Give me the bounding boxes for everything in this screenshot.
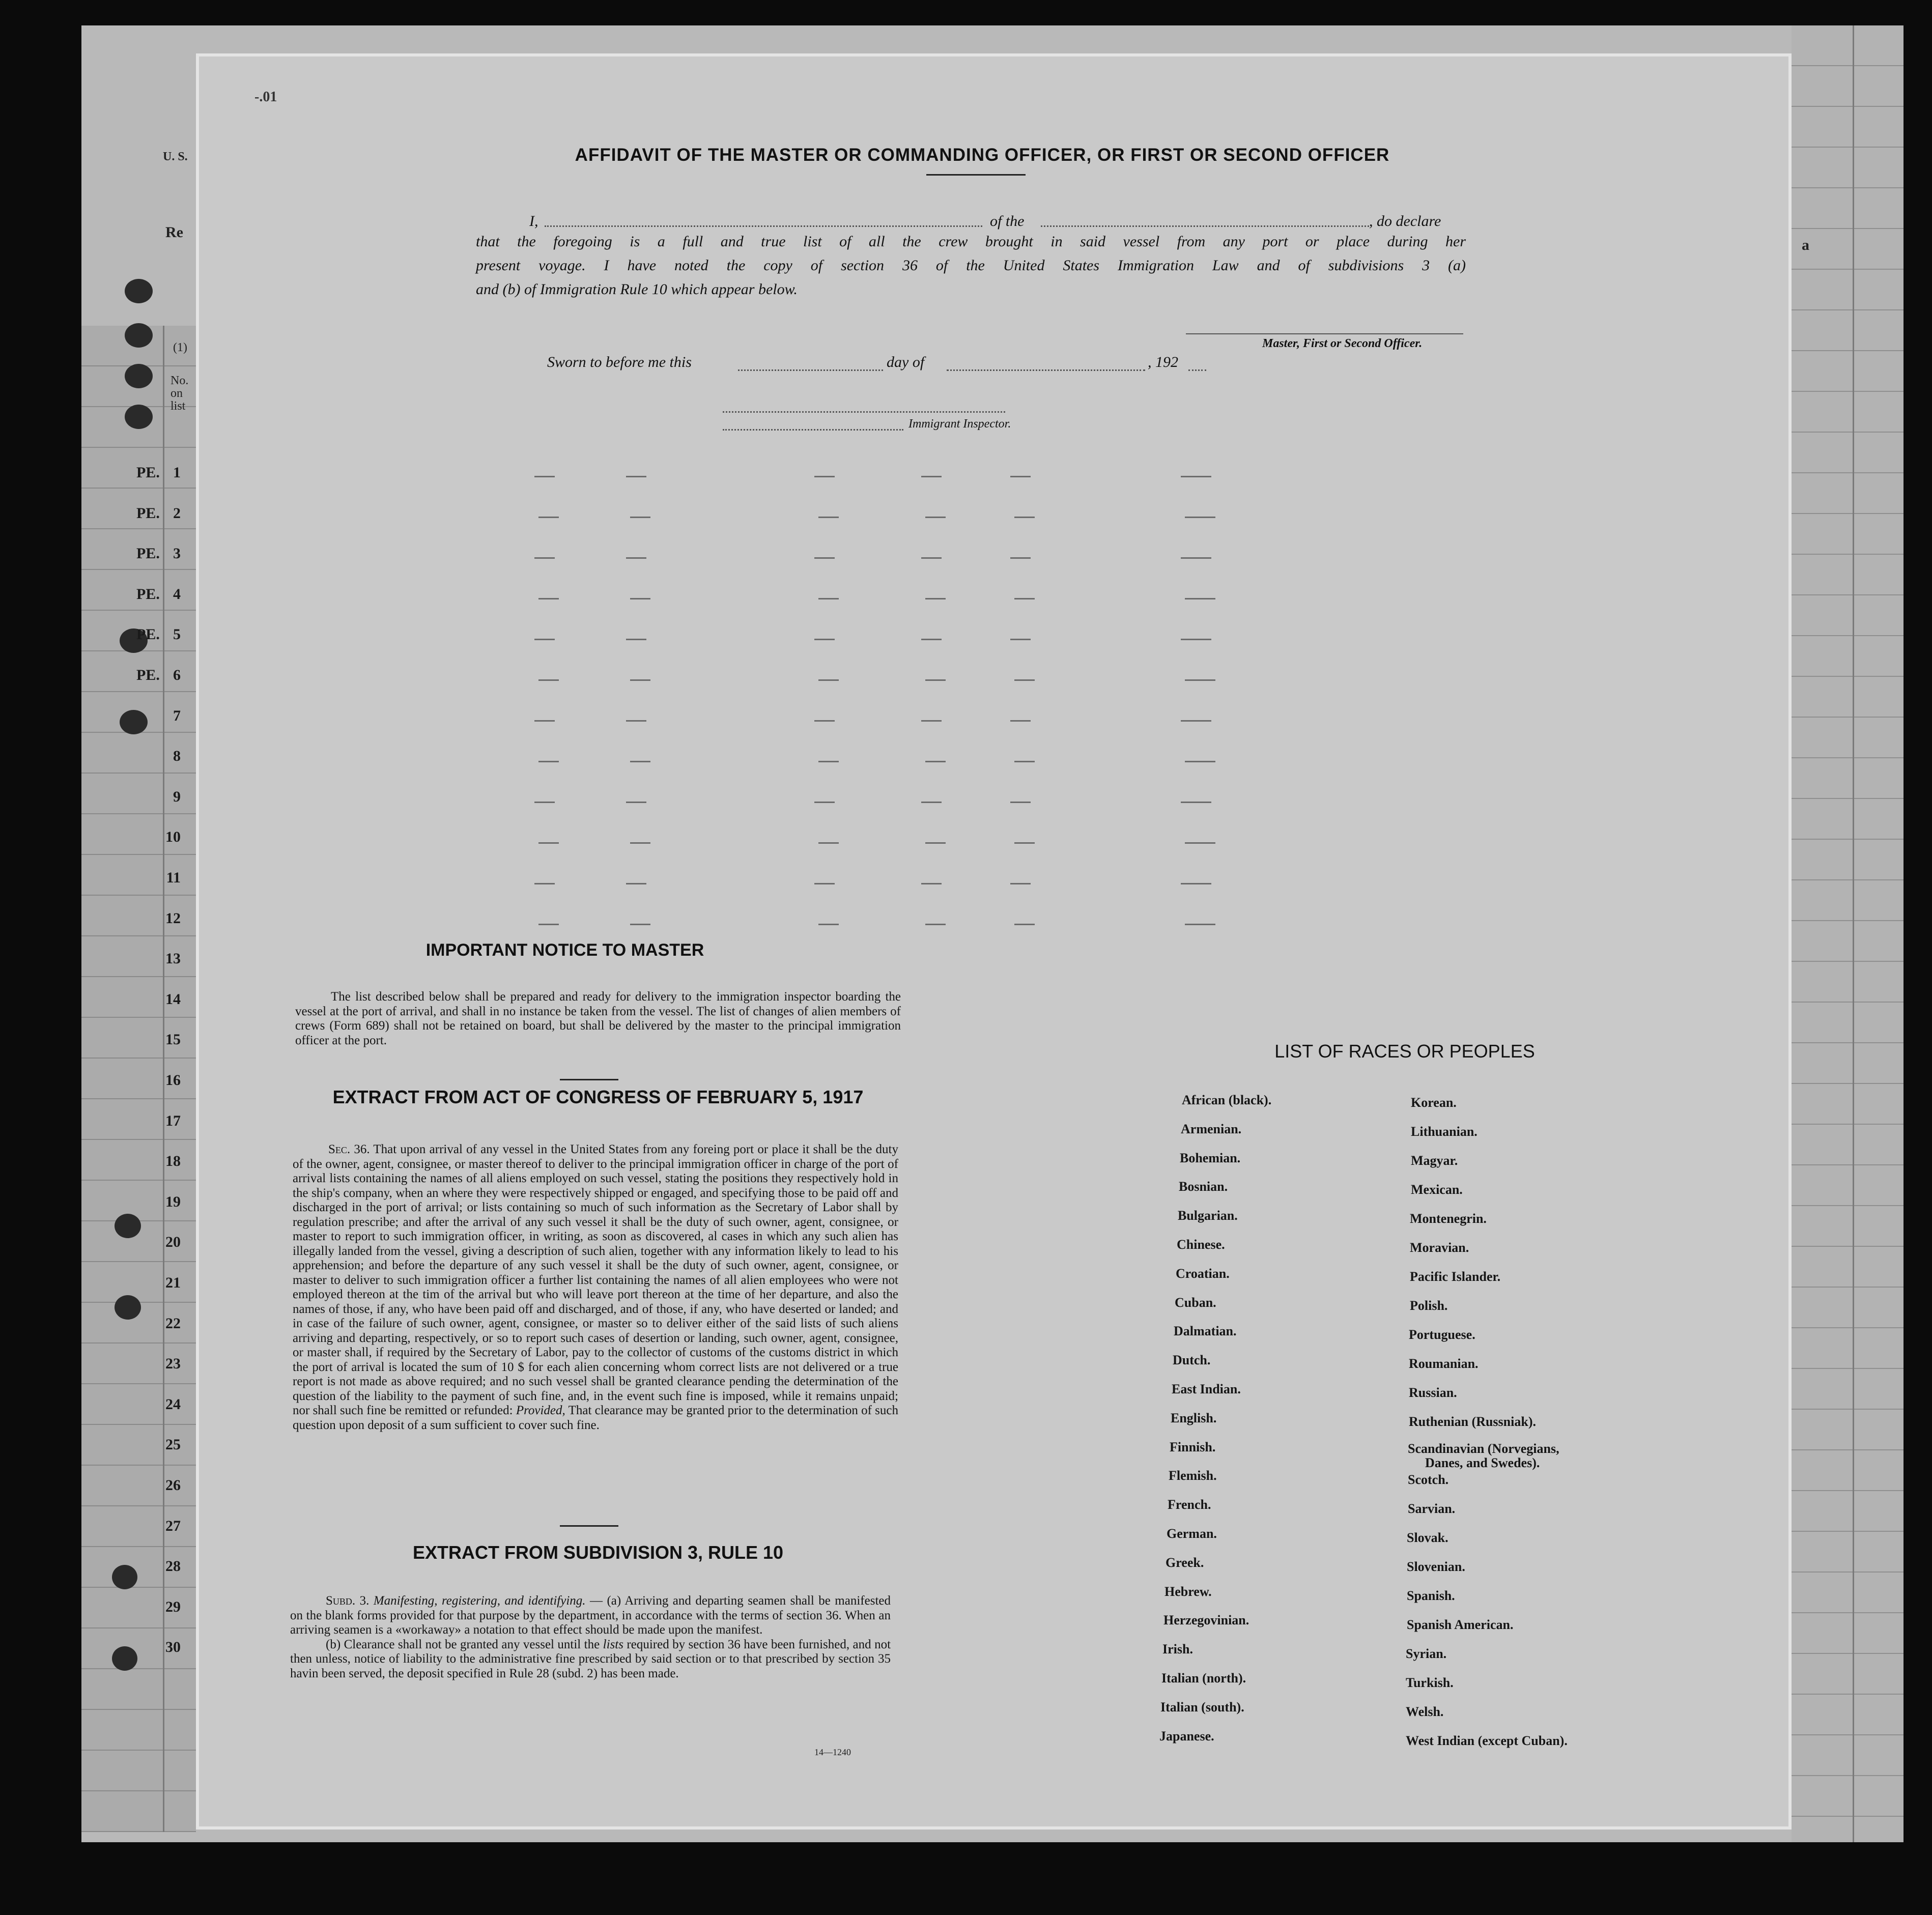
race-item: Bulgarian. [1178,1208,1238,1223]
margin-fragment-list: list [171,399,186,413]
faint-dash [630,679,650,681]
notice-paragraph: The list described below shall be prepared and ready for delivery to the immigration inspector boarding the vessel at the port of arrival, and shall in no instance be taken from the vessel. The list of changes of alien members of crews (Form 689) shall not be retained on board, but shall be delivered by the master to the principal immigration officer at the port. [295,990,901,1047]
corner-mark: -.01 [254,89,277,105]
year-blank [1188,369,1206,371]
faint-dash [1010,639,1031,640]
faint-dash [1010,883,1031,884]
race-item: Croatian. [1176,1266,1230,1281]
row-number: 21 [165,1274,181,1291]
races-title: LIST OF RACES OR PEOPLES [1274,1041,1535,1062]
faint-dash [921,476,942,477]
race-item: Bohemian. [1180,1150,1241,1165]
row-number: 28 [165,1558,181,1575]
faint-dash [1014,842,1035,844]
faint-dash [818,679,839,681]
affidavit-of-the: of the [990,213,1025,230]
faint-dash [921,639,942,640]
row-number: 17 [165,1112,181,1129]
faint-dash [534,883,555,884]
faint-dash [1014,517,1035,518]
race-item: Spanish. [1407,1588,1455,1603]
affidavit-do-declare: , do declare [1369,213,1441,230]
row-number: 3 [173,545,181,562]
signature-line [1186,333,1463,334]
margin-fragment-col: (1) [173,341,187,354]
rule-para-a: — (a) Arriving and departing seamen shall be manifested on the blank forms provided for that purpose by the department, in accordance with the terms of section 36. When an arriving seamen is a «workaway» a notation to that effect should be made upon the manifest. [290,1594,891,1637]
faint-dash [626,883,646,884]
race-item: Spanish American. [1407,1617,1514,1632]
notice-title: IMPORTANT NOTICE TO MASTER [425,940,704,960]
margin-fragment-on: on [171,387,183,400]
faint-dash [818,924,839,925]
faint-dash [1014,598,1035,599]
row-prefix: PE. [136,626,160,643]
faint-dash [1014,761,1035,762]
faint-dash [818,842,839,844]
form-number: 14—1240 [814,1747,851,1757]
faint-dash [925,761,946,762]
row-number: 26 [165,1477,181,1494]
notice-text [295,990,901,1048]
faint-dash [1185,517,1215,518]
vessel-blank [1041,225,1369,227]
faint-dash [921,557,942,559]
faint-dash [630,517,650,518]
faint-dash [630,761,650,762]
row-prefix: PE. [136,667,160,683]
faint-dash [626,557,646,559]
race-item: German. [1167,1526,1217,1541]
faint-dash [534,557,555,559]
faint-dash [925,924,946,925]
binder-hole [125,279,153,303]
race-item: Magyar. [1411,1153,1458,1168]
binder-hole [125,364,153,388]
faint-dash [538,679,559,681]
act-title: EXTRACT FROM ACT OF CONGRESS OF FEBRUARY 5, 1917 [332,1087,864,1107]
race-item: Russian. [1409,1385,1457,1400]
affidavit-line-4: and (b) of Immigration Rule 10 which appear below. [476,281,798,298]
faint-dash [921,720,942,722]
affidavit-i: I, [529,213,538,230]
faint-dash [626,476,646,477]
faint-dash [1185,761,1215,762]
race-item: Dalmatian. [1174,1324,1237,1339]
faint-dash [925,598,946,599]
faint-dash [538,517,559,518]
race-item: Syrian. [1406,1646,1447,1661]
margin-column-line [1853,25,1854,1842]
row-number: 1 [173,464,181,481]
margin-fragment-a: a [1802,237,1809,253]
faint-dash [1010,476,1031,477]
faint-dash [921,802,942,803]
race-item: Slovenian. [1407,1559,1465,1574]
row-number: 15 [165,1031,181,1048]
faint-dash [626,639,646,640]
faint-dash [814,476,835,477]
row-prefix: PE. [136,464,160,481]
faint-dash [534,802,555,803]
row-number: 13 [165,950,181,967]
race-item: African (black). [1182,1093,1272,1107]
faint-dash [818,761,839,762]
race-item: Pacific Islander. [1410,1269,1501,1284]
row-number: 30 [165,1639,181,1656]
faint-dash [538,598,559,599]
race-item: West Indian (except Cuban). [1406,1733,1568,1748]
row-number: 4 [173,585,181,603]
race-item: Ruthenian (Russniak). [1409,1414,1536,1429]
race-item: Dutch. [1173,1353,1211,1368]
month-blank [947,369,1145,371]
faint-dash [1181,557,1211,559]
margin-fragment-no: No. [171,374,189,387]
binder-hole [125,323,153,348]
race-item: Roumanian. [1409,1356,1479,1371]
race-item: Cuban. [1175,1295,1216,1310]
faint-dash [1181,720,1211,722]
row-number: 18 [165,1153,181,1170]
race-item: Danes, and Swedes). [1425,1455,1540,1470]
race-item: Finnish. [1170,1439,1216,1454]
race-item: Turkish. [1406,1675,1454,1690]
race-item: Portuguese. [1409,1327,1475,1342]
faint-dash [534,720,555,722]
faint-dash [1181,883,1211,884]
race-item: Armenian. [1181,1121,1242,1136]
signature-label: Master, First or Second Officer. [1262,337,1423,350]
row-prefix: PE. [136,504,160,522]
title-rule [926,174,1026,176]
row-number: 6 [173,667,181,683]
row-number: 14 [165,990,181,1008]
row-prefix: PE. [136,585,160,603]
row-number: 27 [165,1517,181,1534]
race-item: English. [1171,1410,1217,1425]
row-number: 23 [165,1355,181,1373]
row-number: 12 [165,909,181,927]
row-number: 5 [173,626,181,643]
faint-dash [538,924,559,925]
year-text: , 192 [1148,354,1178,370]
margin-fragment-us: U. S. [163,150,188,163]
faint-dash [1010,720,1031,722]
faint-dash [1185,842,1215,844]
affidavit-line-2: that the foregoing is a full and true list of all the crew brought in said vessel from any port or place during her [476,233,1466,250]
race-item: Hebrew. [1164,1584,1212,1599]
day-of-text: day of [887,354,925,370]
race-item: Moravian. [1410,1240,1469,1255]
race-item: Greek. [1166,1555,1204,1570]
faint-dash [534,639,555,640]
row-number: 9 [173,788,181,805]
faint-dash [921,883,942,884]
faint-dash [534,476,555,477]
row-number: 10 [165,828,181,846]
rule-subd-heading: Manifesting, registering, and identifying. [373,1594,586,1608]
faint-dash [818,598,839,599]
faint-dash [1185,924,1215,925]
faint-dash [538,842,559,844]
row-number: 22 [165,1314,181,1332]
faint-dash [814,720,835,722]
inspector-blank-1 [723,411,1005,413]
inspector-blank-2 [723,428,903,431]
right-ruled-margin [1792,25,1903,1842]
margin-fragment-re: Re [165,224,183,241]
race-item: East Indian. [1172,1382,1241,1396]
row-number: 20 [165,1234,181,1251]
faint-dash [814,639,835,640]
act-sec-label: Sec. 36. [328,1142,370,1156]
rule-para-b-lists: lists [603,1637,623,1651]
row-number: 24 [165,1395,181,1413]
faint-dash [626,802,646,803]
faint-dash [630,842,650,844]
race-item: Bosnian. [1179,1179,1228,1194]
faint-dash [1181,476,1211,477]
sworn-text: Sworn to before me this [547,354,692,370]
rule-para-b-start: (b) Clearance shall not be granted any vessel until the [326,1637,600,1651]
faint-dash [1185,598,1215,599]
name-blank [545,225,982,227]
faint-dash [1010,557,1031,559]
race-item: Mexican. [1411,1182,1463,1197]
act-provided-label: Provided, [516,1404,565,1417]
faint-dash [538,761,559,762]
faint-dash [925,517,946,518]
race-item: Herzegovinian. [1163,1613,1249,1628]
rule-subd-label: Subd. 3. [326,1594,370,1608]
race-item: Slovak. [1407,1530,1448,1545]
faint-dash [1014,679,1035,681]
race-item: Flemish. [1169,1468,1217,1483]
faint-dash [1181,639,1211,640]
race-item: Lithuanian. [1411,1124,1478,1139]
race-item: Polish. [1410,1298,1448,1313]
race-item: French. [1168,1497,1211,1512]
rule-para-b-end: required by section 36 have been furnished, and not then unless, notice of liability to the administrative fine prescribed by said section or to that prescribed by section 35 havin been served, the deposit specified in Rule 28 (subd. 2) has been made. [290,1637,891,1680]
faint-dash [814,802,835,803]
faint-dash [1014,924,1035,925]
affidavit-line-3: present voyage. I have noted the copy of section 36 of the United States Immigration Law and of subdivisions 3 (a) [476,257,1466,274]
act-provided-text: That clearance may be granted prior to the determination of such question upon deposit of a sum sufficient to cover such fine. [293,1404,898,1432]
act-text [293,1142,898,1433]
row-number: 8 [173,748,181,765]
row-number: 2 [173,504,181,522]
race-item: Korean. [1411,1095,1457,1110]
row-number: 25 [165,1436,181,1453]
affidavit-title: AFFIDAVIT OF THE MASTER OR COMMANDING OFFICER, OR FIRST OR SECOND OFFICER [575,145,1390,165]
inspector-label: Immigrant Inspector. [908,417,1011,431]
faint-dash [626,720,646,722]
race-item: Italian (south). [1160,1699,1244,1714]
race-item: Chinese. [1177,1237,1225,1252]
race-item: Japanese. [1159,1728,1214,1743]
race-item: Welsh. [1406,1704,1444,1719]
faint-dash [1010,802,1031,803]
faint-dash [814,557,835,559]
section-rule [560,1079,618,1080]
row-number: 16 [165,1072,181,1089]
act-body: That upon arrival of any vessel in the United States from any foreing port or place it shall be the duty of the owner, agent, consignee, or master thereof to deliver to the principal immigration officer in charge of the port of arrival lists containing the names of all aliens employed on such vessel, stating the positions they respectively hold in the ship's company, when an where they were respectively shipped or engaged, and specifying those to be paid off and discharged in the port of arrival; or lists containing so much of such information as the Secretary of Labor shall by regulation prescribe; and after the arrival of any such vessel it shall be the duty of such owner, agent, consignee, or master to report to such immigration officer, in writing, as soon as discovered, al cases in which any such alien has illegally landed from the vessel, giving a description of such alien, together with any information likely to lead to his apprehension; and before the departure of any such vessel it shall be the duty of such owner, agent, consignee, or master to deliver to such immigration officer a further list containing the names of all alien employees who were not employed thereon at the tim of the arrival but who will leave port thereon at the time of her departure, and also the names of those, if any, who have been paid off and discharged, and of those, if any, who have deserted or landed; and in case of the failure of such owner, agent, consignee, or master so to deliver either of the said lists of such aliens arriving and departing, respectively, or so to report such cases of desertion or landing, such owner, agent, consignee, or master shall, if required by the Secretary of Labor, pay to the collector of customs of the customs district in which the port of arrival is located the sum of 10 $ for each alien concerning whom correct lists are not delivered or a true report is not made as above required; and no such vessel shall be granted clearance pending the determination of the question of the liability to the payment of such fine, and, in the event such fine is imposed, while it remains unpaid; nor shall such fine be remitted or refunded: [293,1142,898,1417]
race-item: Scotch. [1408,1472,1449,1487]
race-item: Scandinavian (Norvegians, [1408,1441,1559,1456]
row-number: 19 [165,1193,181,1210]
race-item: Montenegrin. [1410,1211,1487,1226]
race-item: Sarvian. [1408,1501,1456,1516]
faint-dash [630,924,650,925]
faint-dash [1185,679,1215,681]
faint-dash [925,679,946,681]
faint-dash [1181,802,1211,803]
race-item: Italian (north). [1161,1671,1246,1685]
faint-dash [818,517,839,518]
rule-title: EXTRACT FROM SUBDIVISION 3, RULE 10 [412,1542,784,1563]
rule-text [290,1594,891,1681]
race-item: Irish. [1162,1642,1193,1657]
row-prefix: PE. [136,545,160,562]
row-number: 7 [173,707,181,724]
faint-dash [925,842,946,844]
day-blank [738,369,883,371]
faint-dash [630,598,650,599]
faint-dash [814,883,835,884]
section-rule [560,1525,618,1527]
row-number: 11 [166,869,181,886]
binder-hole [125,405,153,429]
row-number: 29 [165,1598,181,1615]
